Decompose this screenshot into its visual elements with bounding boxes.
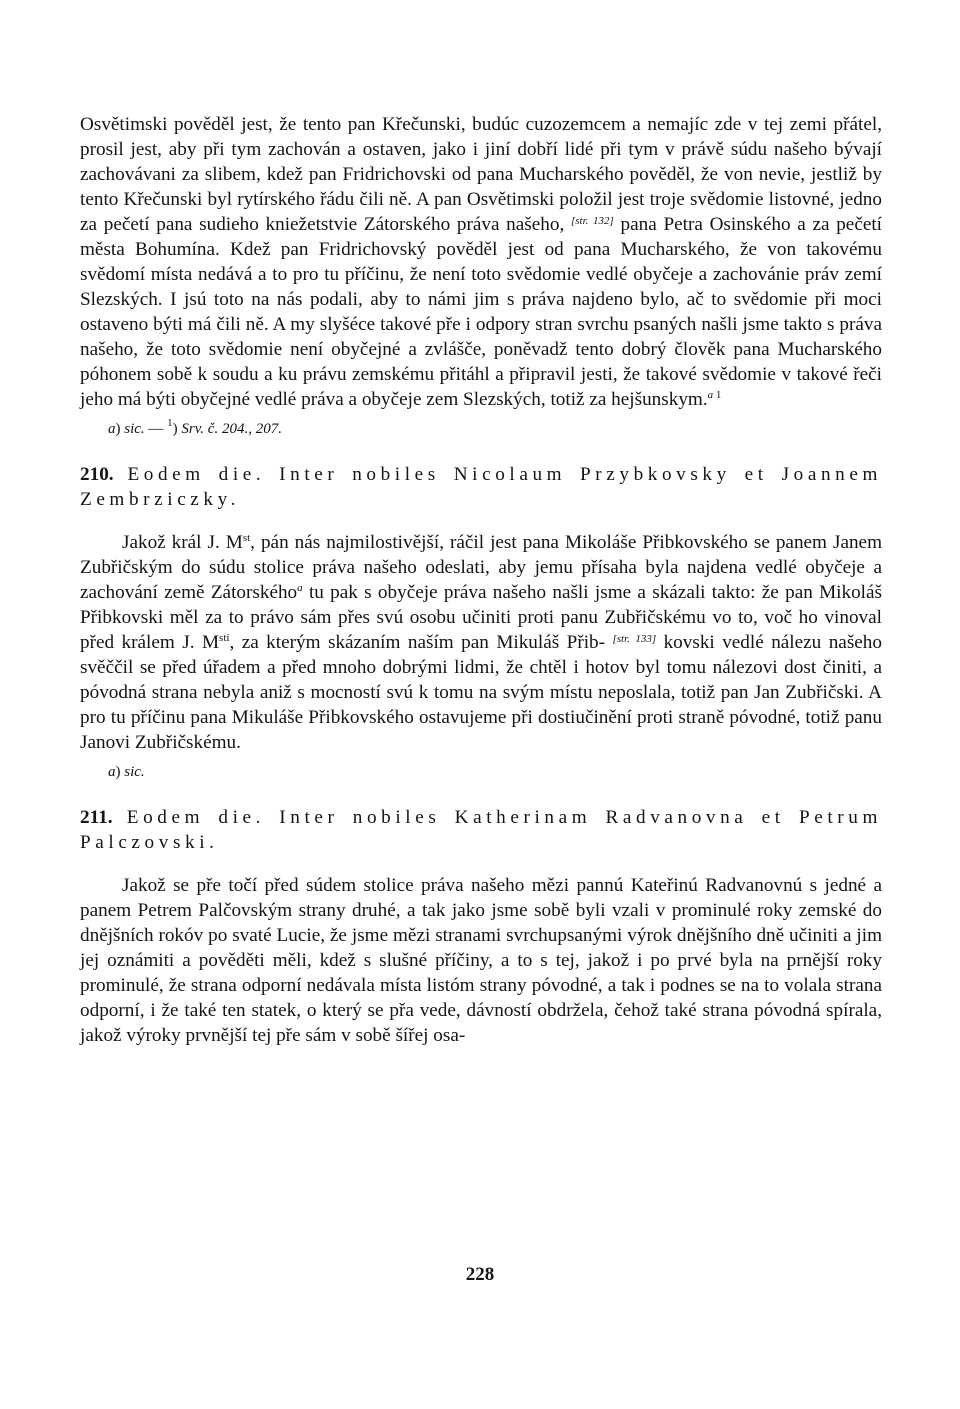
footnote: a) sic. [108,764,145,780]
footnote-marker: a [297,582,303,594]
section-number: 210. [80,464,114,485]
superscript: st [242,532,251,544]
superscript: stí [219,632,230,644]
document-page [80,112,882,1048]
section-number: 211. [80,807,113,828]
section-heading-text: Eodem die. Inter nobiles Nicolaum Przybkovsky et Joannem Zembrziczky. [80,464,882,510]
body-text: , pán nás najmilostivější, ráčil jest pana Mikoláše Přibkovského se panem Janem Zubřičským do súdu stolice práva našeho odeslati, aby jemu přísaha byla najdena vedlé obyčeje a zachování země Zátorského [80,532,882,603]
footnote-text: sic. [124,764,145,780]
section-body-210 [80,530,882,755]
body-text: Jakož král J. M [122,532,243,553]
footnote-dash: — [148,421,164,437]
footnote-marker: a [707,389,714,401]
body-text: , za kterým skázaním naším pan Mikuláš Přib- [229,632,606,653]
page-reference: [str. 133] [612,633,657,645]
body-text: Jakož se pře točí před súdem stolice práva našeho mězi pannú Kateřinú Radvanovnú s jedné a panem Petrem Palčovským strany druhé, a tak jako jsme sobě byli vzali v prominulé roky zemské do dnějšních rokóv po svaté Lucie, že jsme mězi stranami svrchupsanými výrok dnějšního dně učiniti a jim jej oznámiti a pověděti měli, kdež s slušné příčiny, a to s tej, jakož i po prvé byla na prnější roky prominulé, že strana odporní nedávala místa listóm strany póvodné, a tak i podnes se na to volala strana odporní, i že také ten statek, o který se přa vede, dávností obdržela, čehož také strana póvodná spírala, jakož výroky prvnější tej pře sám v sobě šířej osa- [80,875,882,1046]
section-heading-text: Eodem die. Inter nobiles Katherinam Radvanovna et Petrum Palczovski. [80,807,882,853]
footnote-text: sic. [124,421,145,437]
footnote-label: a [108,421,116,437]
footnote-label: a [108,764,116,780]
section-heading-210 [80,462,882,512]
section-heading-211 [80,805,882,855]
footnote-label: 1 [167,417,173,429]
footnote-text: Srv. č. 204., 207. [181,421,282,437]
paragraph-text: Osvětimski pověděl jest, že tento pan Křečunski, budúc cuzozemcem a nemajíc zde v tej zemi přátel, prosil jest, aby při tym zachován a ostaven, jako i jiní dobří lidé při tym v právě súdu našeho bývají zachovávani za slibem, kdež pan Fridrichovski od pana Mucharského pověděl, že von nevie, jestliž by tento Křečunski byl rytírského řádu čili ně. A pan Osvětimski položil jest troje svědomie listovné, jedno za pečetí pana sudieho kniežetstvie Zátorského práva našeho, [80,114,882,235]
paragraph-continuation [80,112,882,412]
body-text: kovski vedlé nálezu našeho svěččil se před úřadem a před mnoho dobrými lidmi, že chtěl i hotov byl tomu nálezovi dost činiti, a póvodná strana nebyla aniž s mocností svú k tomu na svým místu neposlala, totiž pan Jan Zubřičski. A pro tu příčinu pana Mikuláše Přibkovského ostavujeme při dostiučinění proti straně póvodné, totiž panu Janovi Zubřičskému. [80,632,882,753]
paragraph-text: pana Petra Osinského a za pečetí města Bohumína. Kdež pan Fridrichovský pověděl jest od pana Mucharského, že von takovému svědomí místa nedává a to pro tu příčinu, že není toto svědomie vedlé obyčeje a zachovánie práv zemí Slezských. I jsú toto na nás podali, aby to námi jim s práva najdeno bylo, ač to svědomie při moci ostaveno býti má čili ně. A my slyšéce takové pře i odpory stran svrchu psaných našli jsme takto s práva našeho, že toto svědomie není obyčejné a zvlášče, poněvadž tento dobrý člověk pana Mucharského póhonem sobě k soudu a ku právu zemskému přitáhl a připravil jesti, že takové svědomie v takové řeči jeho má býti obyčejné vedlé práva a obyčeje zem Slezských, totiž za hejšunskym. [80,214,883,410]
footnote-marker: 1 [715,389,722,401]
page-number: 228 [465,1264,495,1285]
footnote: a) sic. — $^1$) Srv. č. 204., 207. [108,417,282,437]
body-text: tu pak s obyčeje práva našeho našli jsme a skázali takto: že pan Mikoláš Přibkovski měl za to právo sám přes svú osobu učiniti proti panu Zubřičskému vo to, voč ho vinoval před králem J. M [80,582,883,653]
page-reference: [str. 132] [570,215,614,227]
section-body-211 [80,873,882,1048]
